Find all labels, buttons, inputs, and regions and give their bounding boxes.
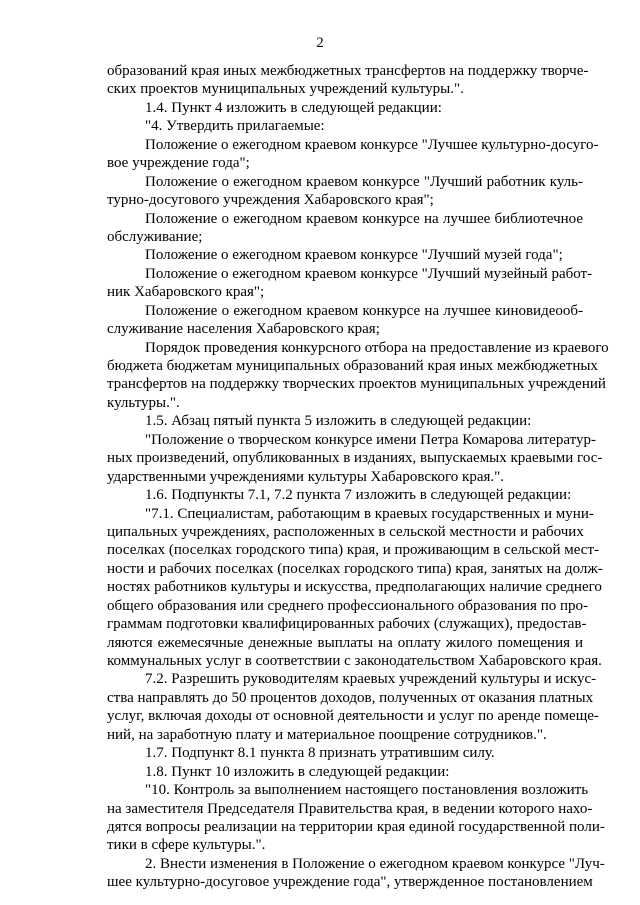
text-line: трансфертов на поддержку творческих проектов муниципальных учреждений — [107, 376, 606, 393]
page-number: 2 — [316, 35, 324, 51]
text-line: коммунальных услуг в соответствии с законодательством Хабаровского края. — [107, 653, 602, 669]
text-line: вое учреждение года"; — [107, 155, 250, 172]
text-line: "10. Контроль за выполнением настоящего постановления возложить — [145, 782, 589, 799]
text-line: ства направлять до 50 процентов доходов, полученных от оказания платных — [107, 689, 594, 706]
text-line: услуг, включая доходы от основной деятельности и услуг по аренде помеще- — [107, 708, 599, 725]
text-line: шее культурно-досуговое учреждение года", утвержденное постановлением — [107, 874, 593, 891]
text-line: тики в сфере культуры.". — [107, 837, 266, 854]
text-line: граммам подготовки квалифицированных рабочих (служащих), предостав- — [107, 616, 587, 633]
document-body — [107, 62, 609, 892]
text-line: Положение о ежегодном краевом конкурсе "Лучший музей года"; — [145, 247, 563, 264]
text-line: ник Хабаровского края"; — [107, 284, 265, 301]
text-line: ностях работников культуры и искусства, предполагающих наличие среднего — [107, 579, 602, 596]
text-line: ских проектов муниципальных учреждений культуры.". — [107, 81, 464, 98]
text-line: культуры.". — [107, 394, 180, 411]
text-line: общего образования или среднего профессионального образования по про- — [107, 597, 588, 614]
text-line: "Положение о творческом конкурсе имени Петра Комарова литератур- — [145, 431, 596, 448]
text-line: Положение о ежегодном краевом конкурсе "Лучший работник куль- — [145, 173, 583, 190]
text-line: ний, на заработную плату и материальное поощрение сотрудников.". — [107, 726, 547, 743]
text-line: Положение о ежегодном краевом конкурсе "Лучший музейный работ- — [145, 265, 593, 282]
text-line: поселках (поселках городского типа) края, и проживающим в сельской мест- — [107, 542, 599, 559]
text-line: 7.2. Разрешить руководителям краевых учреждений культуры и искус- — [145, 671, 597, 688]
text-line: на заместителя Председателя Правительства края, в ведении которого нахо- — [107, 800, 593, 817]
text-line: ных произведений, опубликованных в изданиях, выпускаемых краевыми гос- — [107, 450, 603, 467]
text-line: Положение о ежегодном краевом конкурсе "Лучшее культурно-досуго- — [145, 136, 599, 153]
text-line: "4. Утвердить прилагаемые: — [145, 118, 325, 135]
text-line: служивание населения Хабаровского края; — [107, 321, 380, 338]
text-line: 1.4. Пункт 4 изложить в следующей редакции: — [145, 99, 442, 116]
text-line: 1.7. Подпункт 8.1 пункта 8 признать утратившим силу. — [145, 745, 495, 762]
text-line: "7.1. Специалистам, работающим в краевых государственных и муни- — [145, 505, 594, 522]
text-line: образований края иных межбюджетных трансфертов на поддержку творче- — [107, 63, 589, 79]
text-line: ударственными учреждениями культуры Хабаровского края.". — [107, 468, 505, 485]
text-line: 1.5. Абзац пятый пункта 5 изложить в следующей редакции: — [145, 413, 532, 430]
text-line: Положение о ежегодном краевом конкурсе на лучшее библиотечное — [145, 210, 583, 227]
text-line: 2. Внести изменения в Положение о ежегодном краевом конкурсе "Луч- — [145, 855, 605, 872]
text-line: бюджета бюджетам муниципальных образований края иных межбюджетных — [107, 358, 598, 374]
text-line: турно-досугового учреждения Хабаровского края"; — [107, 192, 434, 209]
text-line: 1.6. Подпункты 7.1, 7.2 пункта 7 изложить в следующей редакции: — [145, 487, 572, 504]
text-line: ципальных учреждениях, расположенных в сельской местности и рабочих — [107, 523, 584, 540]
text-line: дятся вопросы реализации на территории края единой государственной поли- — [107, 818, 605, 835]
text-line: ности и рабочих поселках (поселках городского типа) края, занятых на долж- — [107, 560, 603, 577]
text-line: обслуживание; — [107, 228, 203, 245]
text-line: Порядок проведения конкурсного отбора на предоставление из краевого — [145, 339, 609, 356]
text-line: ляются ежемесячные денежные выплаты на оплату жилого помещения и — [107, 634, 583, 651]
text-line: 1.8. Пункт 10 изложить в следующей редакции: — [145, 763, 450, 780]
text-line: Положение о ежегодном краевом конкурсе на лучшее киновидеооб- — [145, 302, 583, 319]
